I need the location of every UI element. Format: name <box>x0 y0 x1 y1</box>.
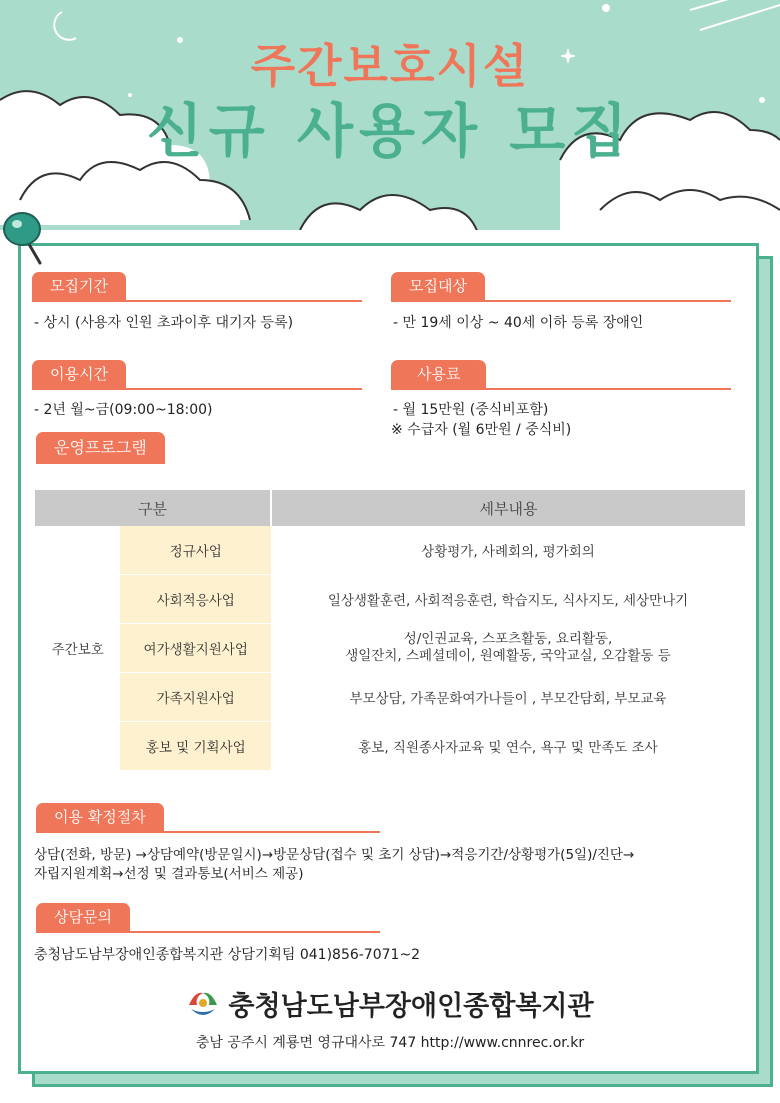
section-fee-label: 사용료 <box>391 360 486 388</box>
pushpin-icon <box>0 205 50 275</box>
section-procedure-label: 이용 확정절차 <box>36 803 164 831</box>
section-hours-label: 이용시간 <box>32 360 126 388</box>
table-category-cell: 정규사업 <box>120 526 271 575</box>
target-text: - 만 19세 이상 ~ 40세 이하 등록 장애인 <box>393 315 644 331</box>
table-header-category: 구분 <box>35 490 271 526</box>
section-fee-rule <box>391 388 731 390</box>
table-row <box>35 624 745 673</box>
table-detail-text: 성/인권교육, 스포츠활동, 요리활동, <box>403 631 613 647</box>
table-row <box>35 673 745 722</box>
program-table <box>35 490 745 771</box>
procedure-line-2: 자립지원계획→선정 및 결과통보(서비스 제공) <box>34 866 304 882</box>
section-period-rule <box>32 300 362 302</box>
hours-text: - 2년 월~금(09:00~18:00) <box>34 402 213 418</box>
fee-note: ※ 수급자 (월 6만원 / 중식비) <box>391 422 572 438</box>
table-detail-text: 홍보, 직원종사자교육 및 연수, 욕구 및 만족도 조사 <box>358 740 658 756</box>
section-target-label: 모집대상 <box>391 272 485 300</box>
title-top: 주간보호시설 <box>250 39 530 93</box>
procedure-line-1: 상담(전화, 방문) →상담예약(방문일시)→방문상담(접수 및 초기 상담)→적응기간/상황평가(5일)/진단→ <box>34 847 635 863</box>
org-emblem-icon <box>186 989 220 1019</box>
table-row <box>35 722 745 771</box>
table-category-cell: 가족지원사업 <box>120 673 271 722</box>
table-row <box>35 526 745 575</box>
table-header-detail: 세부내용 <box>271 490 745 526</box>
org-name: 충청남도남부장애인종합복지관 <box>228 991 594 1022</box>
table-detail-cell <box>271 575 745 624</box>
section-program-label: 운영프로그램 <box>36 432 165 464</box>
section-contact-rule <box>36 931 380 933</box>
title-main: 신규 사용자 모집 <box>146 97 634 165</box>
table-category-cell: 사회적응사업 <box>120 575 271 624</box>
section-target-rule <box>391 300 731 302</box>
section-period-label: 모집기간 <box>32 272 126 300</box>
section-procedure-rule <box>36 831 380 833</box>
table-header-row <box>35 490 745 526</box>
section-hours-rule <box>32 388 362 390</box>
table-detail-cell <box>271 722 745 771</box>
table-group-cell: 주간보호 <box>51 642 104 659</box>
table-row <box>35 575 745 624</box>
org-address: 충남 공주시 계룡면 영규대사로 747 http://www.cnnrec.or.kr <box>195 1035 585 1051</box>
section-contact-label: 상담문의 <box>36 903 130 931</box>
table-detail-text: 상황평가, 사례회의, 평가회의 <box>421 544 595 561</box>
table-detail-cell <box>271 673 745 722</box>
table-detail-text-2: 생일잔치, 스페셜데이, 원예활동, 국악교실, 오감활동 등 <box>345 648 671 664</box>
table-detail-cell <box>271 624 745 673</box>
table-category-cell: 홍보 및 기획사업 <box>120 722 271 771</box>
table-detail-text: 부모상담, 가족문화여가나들이 , 부모간담회, 부모교육 <box>349 691 667 707</box>
table-category-cell: 여가생활지원사업 <box>120 624 271 673</box>
contact-text: 충청남도남부장애인종합복지관 상담기획팀 041)856-7071~2 <box>34 947 421 963</box>
table-detail-cell <box>271 526 745 575</box>
org-logo <box>0 984 780 1023</box>
table-detail-text: 일상생활훈련, 사회적응훈련, 학습지도, 식사지도, 세상만나기 <box>327 593 689 609</box>
fee-text: - 월 15만원 (중식비포함) <box>393 402 549 418</box>
period-text: - 상시 (사용자 인원 초과이후 대기자 등록) <box>34 315 294 331</box>
